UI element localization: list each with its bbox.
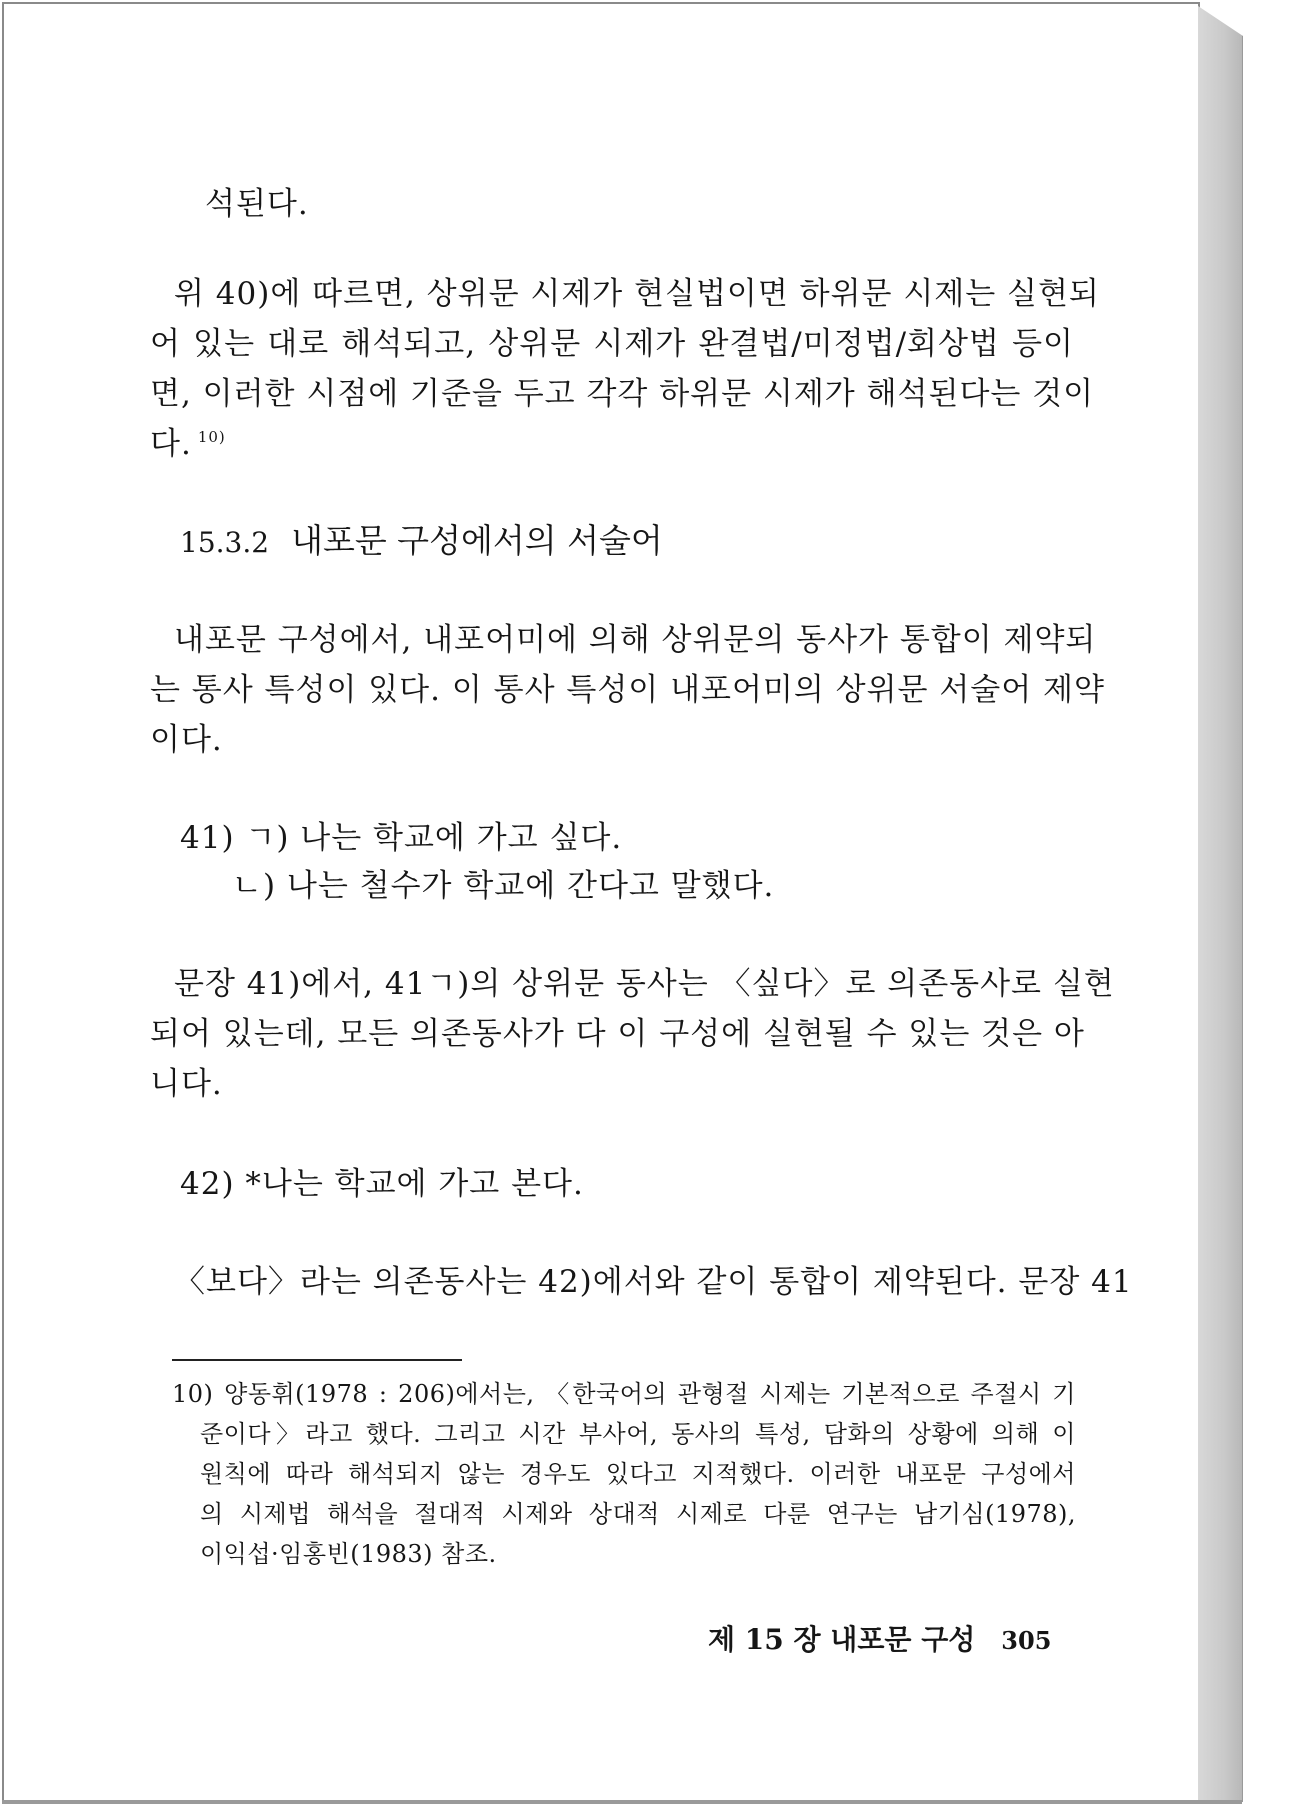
- text-line: 면, 이러한 시점에 기준을 두고 각각 하위문 시제가 해석된다는 것이: [150, 376, 1095, 412]
- text-fragment: 다.: [150, 426, 192, 462]
- page-shadow: [2, 1800, 1242, 1804]
- footnote-ref: 10): [197, 428, 226, 446]
- text-line: 〈보다〉라는 의존동사는 42)에서와 같이 통합이 제약된다. 문장 41: [174, 1264, 1133, 1300]
- text-line: 어 있는 대로 해석되고, 상위문 시제가 완결법/미정법/회상법 등이: [150, 326, 1074, 362]
- footnote-line: 준이다〉라고 했다. 그리고 시간 부사어, 동사의 특성, 담화의 상황에 의해 이: [200, 1420, 1076, 1448]
- text-line: 내포문 구성에서, 내포어미에 의해 상위문의 동사가 통합이 제약되: [174, 622, 1097, 658]
- running-footer: [708, 1622, 1051, 1659]
- section-number: 15.3.2: [180, 526, 270, 559]
- text-line: 석된다.: [205, 186, 309, 222]
- text-line: 는 통사 특성이 있다. 이 통사 특성이 내포어미의 상위문 서술어 제약: [150, 672, 1105, 708]
- text-line: 이다.: [150, 722, 223, 758]
- footnote-line: 이익섭·임홍빈(1983) 참조.: [200, 1540, 497, 1568]
- example-41a: 41) ㄱ) 나는 학교에 가고 싶다.: [180, 820, 623, 856]
- footnote-line: 원칙에 따라 해석되지 않는 경우도 있다고 지적했다. 이러한 내포문 구성에서: [200, 1460, 1076, 1488]
- example-42: 42) *나는 학교에 가고 본다.: [180, 1166, 584, 1202]
- page-edge: [1198, 6, 1243, 1802]
- text-line: [150, 424, 226, 469]
- footnote-line: 10) 양동휘(1978 : 206)에서는, 〈한국어의 관형절 시제는 기본적으로 주절시 기: [172, 1380, 1076, 1408]
- footnote-rule: [172, 1359, 462, 1361]
- text-line: 되어 있는데, 모든 의존동사가 다 이 구성에 실현될 수 있는 것은 아: [150, 1016, 1085, 1052]
- footnote-line: 의 시제법 해석을 절대적 시제와 상대적 시제로 다룬 연구는 남기심(1978),: [200, 1500, 1076, 1528]
- section-title: 내포문 구성에서의 서술어: [291, 521, 663, 560]
- section-heading: [180, 520, 663, 564]
- text-line: 니다.: [150, 1066, 223, 1102]
- text-line: 위 40)에 따르면, 상위문 시제가 현실법이면 하위문 시제는 실현되: [174, 276, 1100, 312]
- example-41b: ㄴ) 나는 철수가 학교에 간다고 말했다.: [232, 868, 775, 904]
- chapter-title: 제 15 장 내포문 구성: [708, 1623, 976, 1656]
- text-line: 문장 41)에서, 41ㄱ)의 상위문 동사는 〈싶다〉로 의존동사로 실현: [174, 966, 1115, 1002]
- page-number: 305: [1001, 1626, 1052, 1655]
